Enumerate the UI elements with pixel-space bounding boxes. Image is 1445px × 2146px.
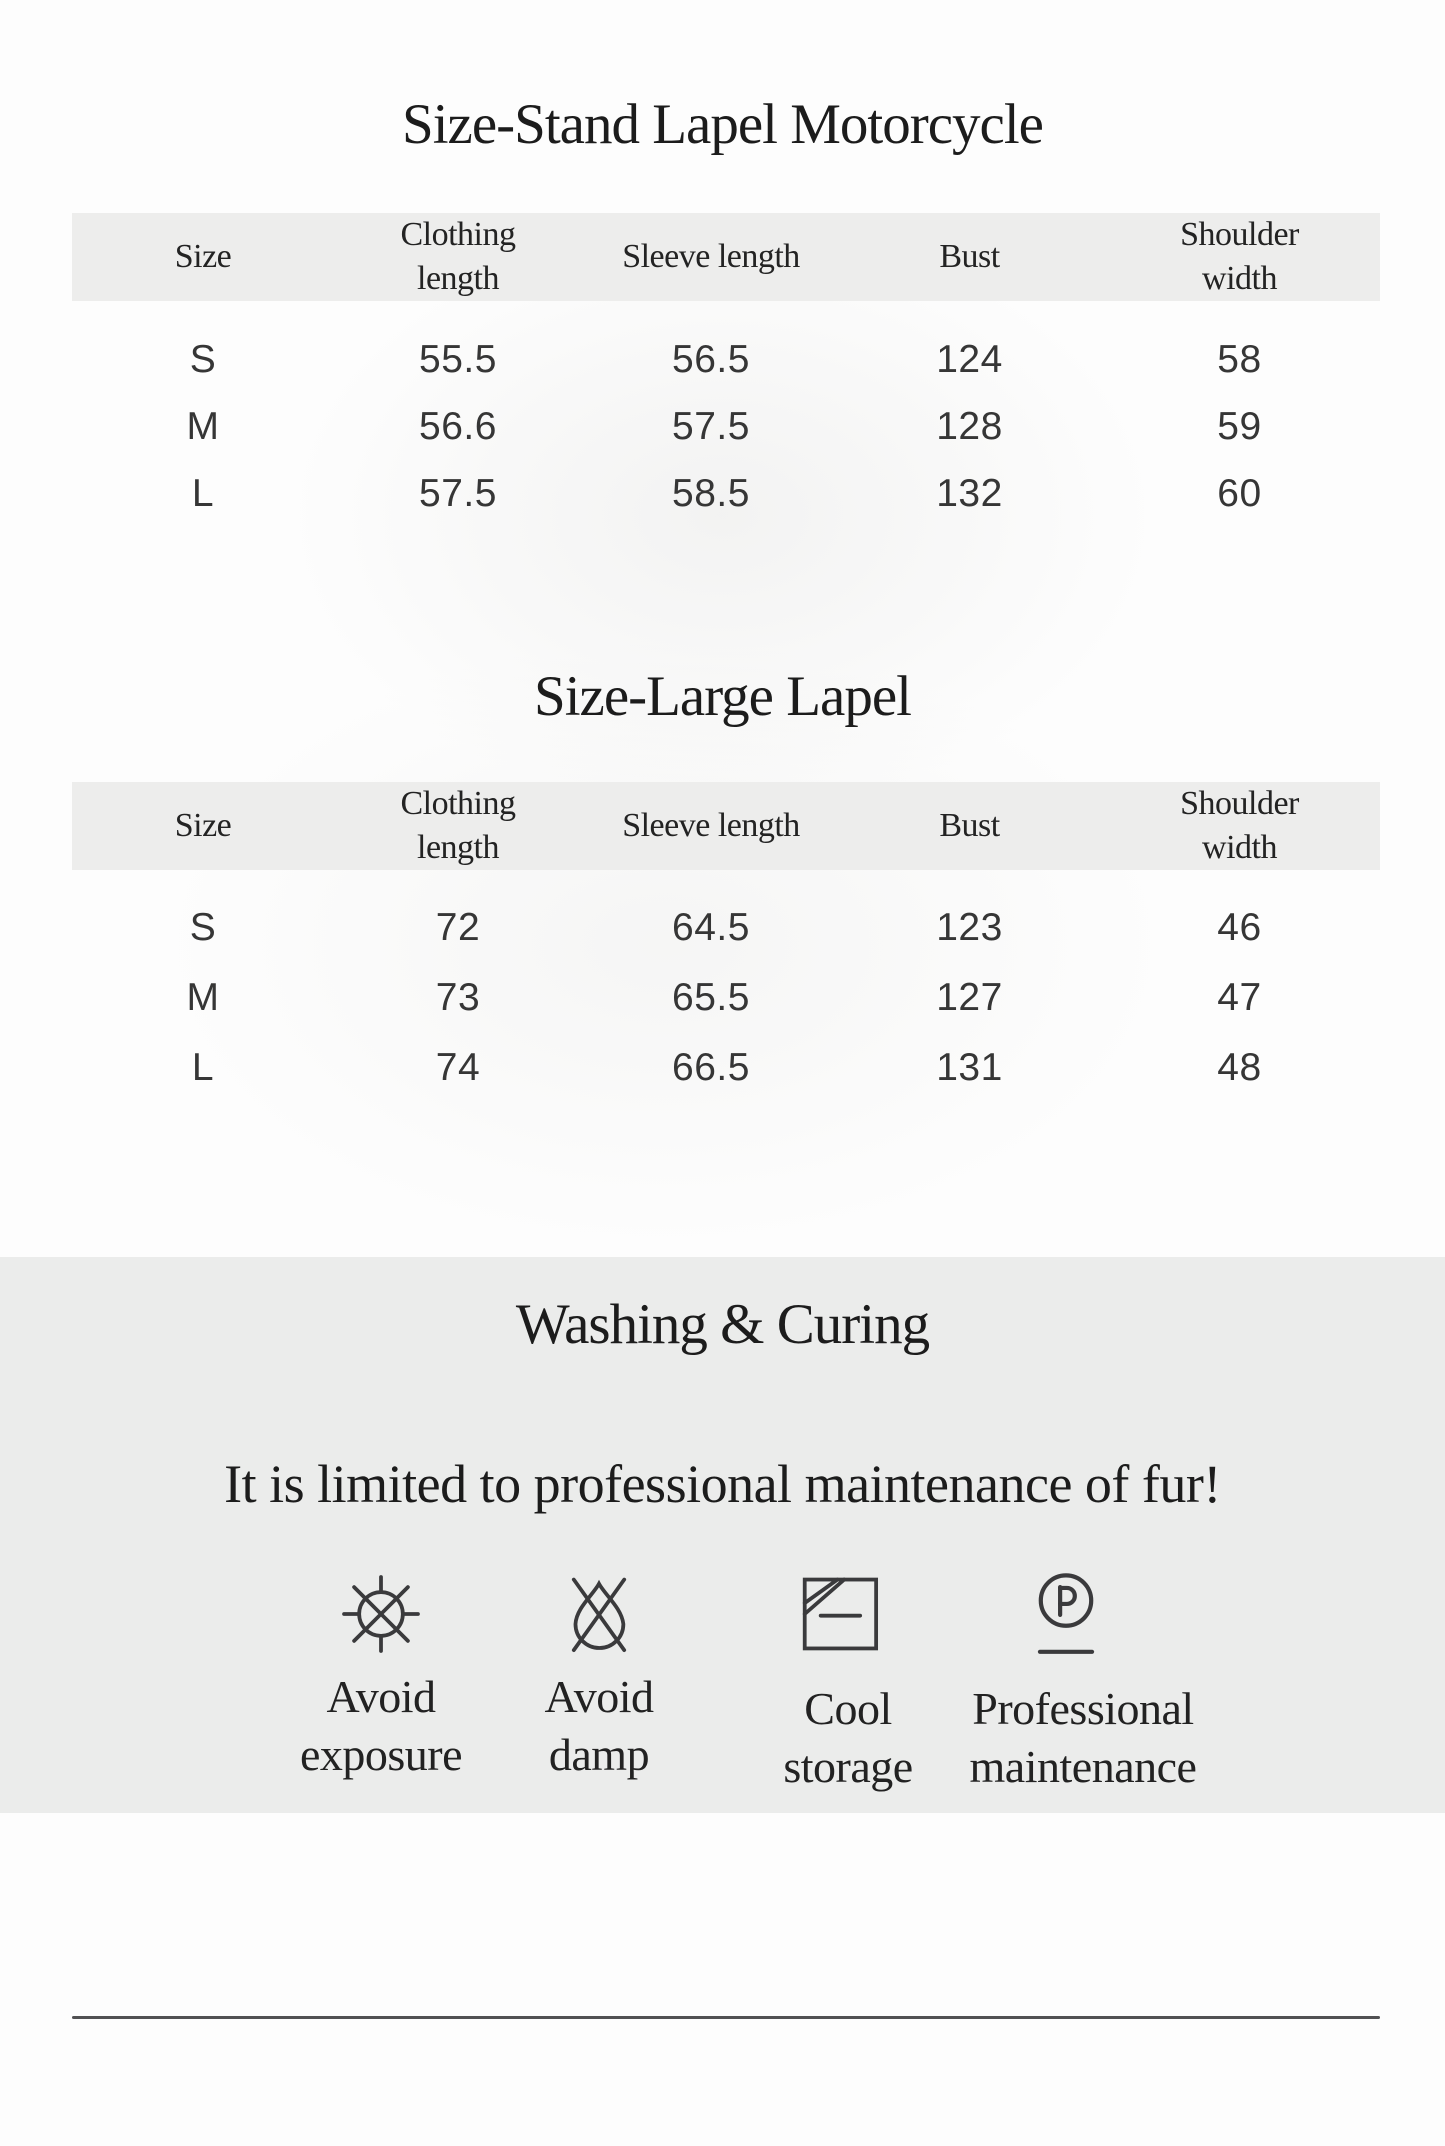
size-cell: S — [189, 337, 217, 381]
bottom-divider — [72, 2016, 1380, 2019]
shoulder-width-cell: 60 — [1217, 471, 1262, 515]
care-item-label: Avoid exposure — [299, 1671, 463, 1780]
size-table-1-header-row — [72, 213, 1380, 301]
clothing-length-cell: 74 — [435, 1046, 481, 1089]
shoulder-width-cell: 46 — [1217, 906, 1262, 949]
size-table-2-title: Size-Large Lapel — [534, 665, 911, 728]
washing-curing-title: Washing & Curing — [515, 1293, 930, 1356]
table-row — [72, 893, 1380, 963]
sleeve-length-cell: 64.5 — [672, 906, 750, 949]
table-row — [72, 963, 1380, 1033]
clothing-length-cell: 72 — [435, 906, 481, 949]
washing-curing-section — [0, 1257, 1445, 1813]
column-header-size: Size — [174, 807, 232, 844]
shoulder-width-cell: 59 — [1217, 404, 1262, 448]
size-table-2-body — [72, 893, 1380, 1103]
column-header-sleeve-length: Sleeve length — [622, 238, 800, 275]
bust-cell: 124 — [936, 337, 1003, 381]
size-cell: L — [191, 1046, 215, 1089]
column-header-clothing-length: Clothing length — [400, 785, 516, 866]
shoulder-width-cell: 58 — [1217, 337, 1262, 381]
care-item-avoid-damp — [489, 1572, 709, 1784]
size-cell: M — [186, 976, 220, 1019]
clothing-length-cell: 73 — [435, 976, 481, 1019]
size-table-1-title: Size-Stand Lapel Motorcycle — [402, 93, 1043, 156]
table-row — [72, 460, 1380, 527]
shoulder-width-cell: 48 — [1217, 1046, 1262, 1089]
bust-cell: 132 — [936, 471, 1003, 515]
bust-cell: 127 — [936, 976, 1003, 1019]
column-header-bust: Bust — [939, 807, 1000, 844]
sleeve-length-cell: 66.5 — [672, 1046, 750, 1089]
column-header-sleeve-length: Sleeve length — [622, 807, 800, 844]
table-row — [72, 1033, 1380, 1103]
size-cell: M — [186, 404, 220, 448]
professional-maintenance-icon — [1024, 1572, 1108, 1656]
size-cell: S — [189, 906, 217, 949]
column-header-shoulder-width: Shoulder width — [1180, 785, 1299, 866]
table-row — [72, 326, 1380, 393]
care-item-professional-maintenance — [906, 1572, 1226, 1796]
size-table-1-body — [72, 326, 1380, 527]
avoid-exposure-icon — [339, 1572, 423, 1656]
care-item-label: Cool storage — [783, 1683, 913, 1792]
clothing-length-cell: 57.5 — [419, 471, 497, 515]
care-item-label: Professional maintenance — [969, 1683, 1197, 1792]
size-table-2-header-row — [72, 782, 1380, 870]
care-item-avoid-exposure — [271, 1572, 491, 1784]
clothing-length-cell: 55.5 — [419, 337, 497, 381]
column-header-clothing-length: Clothing length — [400, 216, 516, 297]
avoid-damp-icon — [557, 1572, 641, 1656]
bust-cell: 131 — [936, 1046, 1003, 1089]
sleeve-length-cell: 58.5 — [672, 471, 750, 515]
clothing-length-cell: 56.6 — [419, 404, 497, 448]
bust-cell: 128 — [936, 404, 1003, 448]
size-cell: L — [191, 471, 215, 515]
washing-curing-subtitle: It is limited to professional maintenance of fur! — [224, 1454, 1221, 1514]
sleeve-length-cell: 65.5 — [672, 976, 750, 1019]
sleeve-length-cell: 56.5 — [672, 337, 750, 381]
care-item-label: Avoid damp — [544, 1671, 654, 1780]
column-header-bust: Bust — [939, 238, 1000, 275]
sleeve-length-cell: 57.5 — [672, 404, 750, 448]
cool-storage-icon — [798, 1572, 882, 1656]
table-row — [72, 393, 1380, 460]
shoulder-width-cell: 47 — [1217, 976, 1262, 1019]
column-header-shoulder-width: Shoulder width — [1180, 216, 1299, 297]
bust-cell: 123 — [936, 906, 1003, 949]
column-header-size: Size — [174, 238, 232, 275]
